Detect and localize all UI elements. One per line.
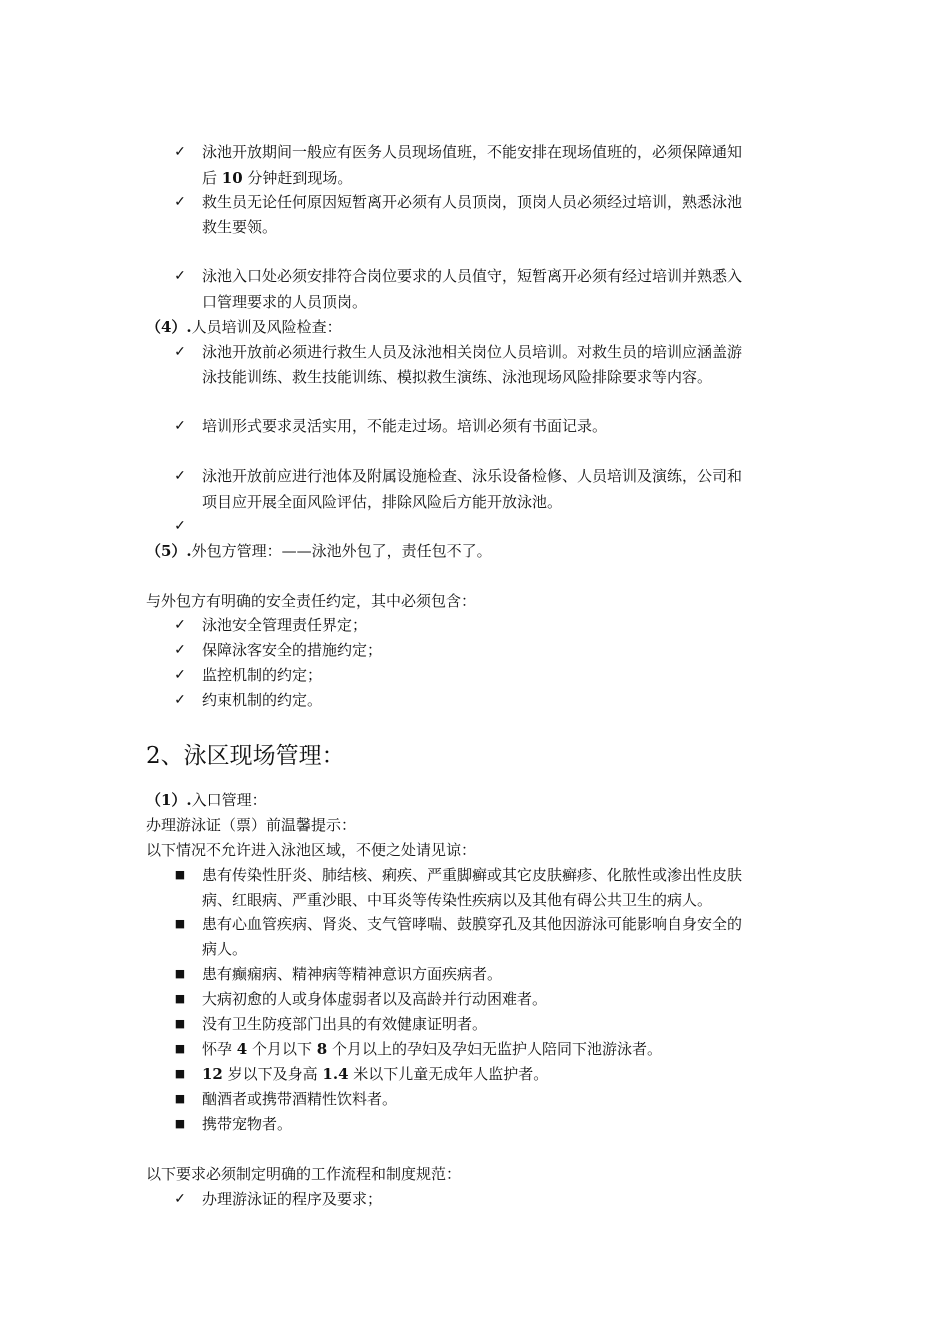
square-bullet-icon: ■	[174, 1042, 186, 1055]
list-item-continuation: 口管理要求的人员顶岗。	[202, 293, 368, 311]
list-item: 约束机制的约定。	[202, 691, 323, 709]
list-item: 泳池开放前应进行池体及附属设施检查、泳乐设备检修、人员培训及演练，公司和	[202, 467, 743, 485]
list-item: 泳池开放前必须进行救生人员及泳池相关岗位人员培训。对救生员的培训应涵盖游	[202, 343, 743, 361]
check-icon: ✓	[174, 194, 186, 210]
list-item: 12 岁以下及身高 1.4 米以下儿童无成年人监护者。	[202, 1065, 549, 1083]
paragraph: 以下情况不允许进入泳池区域，不便之处请见谅：	[146, 841, 477, 859]
section-heading: （4）.人员培训及风险检查：	[146, 318, 342, 336]
list-item: 泳池入口处必须安排符合岗位要求的人员值守，短暂离开必须有经过培训并熟悉入	[202, 267, 743, 285]
check-icon: ✓	[174, 268, 186, 284]
list-item-continuation: 救生要领。	[202, 218, 278, 236]
list-item-continuation: 项目应开展全面风险评估，排除风险后方能开放泳池。	[202, 493, 563, 511]
check-icon: ✓	[174, 518, 186, 534]
list-item: 怀孕 4 个月以下 8 个月以上的孕妇及孕妇无监护人陪同下池游泳者。	[202, 1040, 662, 1058]
list-item: 患有传染性肝炎、肺结核、痢疾、严重脚癣或其它皮肤癣疹、化脓性或渗出性皮肤	[202, 866, 743, 884]
check-icon: ✓	[174, 344, 186, 360]
square-bullet-icon: ■	[174, 917, 186, 930]
list-item: 救生员无论任何原因短暂离开必须有人员顶岗，顶岗人员必须经过培训，熟悉泳池	[202, 193, 743, 211]
list-item-continuation: 病人。	[202, 940, 248, 958]
square-bullet-icon: ■	[174, 868, 186, 881]
section-title: 2、泳区现场管理：	[146, 743, 345, 769]
paragraph: 办理游泳证（票）前温馨提示：	[146, 816, 357, 834]
list-item: 保障泳客安全的措施约定；	[202, 641, 383, 659]
square-bullet-icon: ■	[174, 1017, 186, 1030]
section-heading: （5）.外包方管理：——泳池外包了，责任包不了。	[146, 542, 492, 560]
list-item-continuation: 后 10 分钟赶到现场。	[202, 169, 353, 187]
check-icon: ✓	[174, 642, 186, 658]
list-item: 大病初愈的人或身体虚弱者以及高龄并行动困难者。	[202, 990, 548, 1008]
paragraph: 与外包方有明确的安全责任约定，其中必须包含：	[146, 592, 477, 610]
check-icon: ✓	[174, 692, 186, 708]
list-item: 酗酒者或携带酒精性饮料者。	[202, 1090, 398, 1108]
square-bullet-icon: ■	[174, 1092, 186, 1105]
list-item: 泳池安全管理责任界定；	[202, 616, 368, 634]
square-bullet-icon: ■	[174, 1117, 186, 1130]
square-bullet-icon: ■	[174, 992, 186, 1005]
subsection-heading: （1）.入口管理：	[146, 791, 267, 809]
list-item: 没有卫生防疫部门出具的有效健康证明者。	[202, 1015, 488, 1033]
square-bullet-icon: ■	[174, 1067, 186, 1080]
check-icon: ✓	[174, 617, 186, 633]
check-icon: ✓	[174, 468, 186, 484]
list-item: 携带宠物者。	[202, 1115, 293, 1133]
list-item: 泳池开放期间一般应有医务人员现场值班，不能安排在现场值班的，必须保障通知	[202, 143, 743, 161]
list-item-continuation: 病、红眼病、严重沙眼、中耳炎等传染性疾病以及其他有碍公共卫生的病人。	[202, 891, 713, 909]
check-icon: ✓	[174, 1191, 186, 1207]
check-icon: ✓	[174, 667, 186, 683]
list-item-continuation: 泳技能训练、救生技能训练、模拟救生演练、泳池现场风险排除要求等内容。	[202, 368, 713, 386]
list-item: 患有心血管疾病、肾炎、支气管哮喘、鼓膜穿孔及其他因游泳可能影响自身安全的	[202, 915, 743, 933]
check-icon: ✓	[174, 144, 186, 160]
list-item: 培训形式要求灵活实用，不能走过场。培训必须有书面记录。	[202, 417, 608, 435]
list-item: 监控机制的约定；	[202, 666, 323, 684]
square-bullet-icon: ■	[174, 967, 186, 980]
paragraph: 以下要求必须制定明确的工作流程和制度规范：	[146, 1165, 462, 1183]
list-item: 办理游泳证的程序及要求；	[202, 1190, 383, 1208]
list-item: 患有癫痫病、精神病等精神意识方面疾病者。	[202, 965, 503, 983]
check-icon: ✓	[174, 418, 186, 434]
